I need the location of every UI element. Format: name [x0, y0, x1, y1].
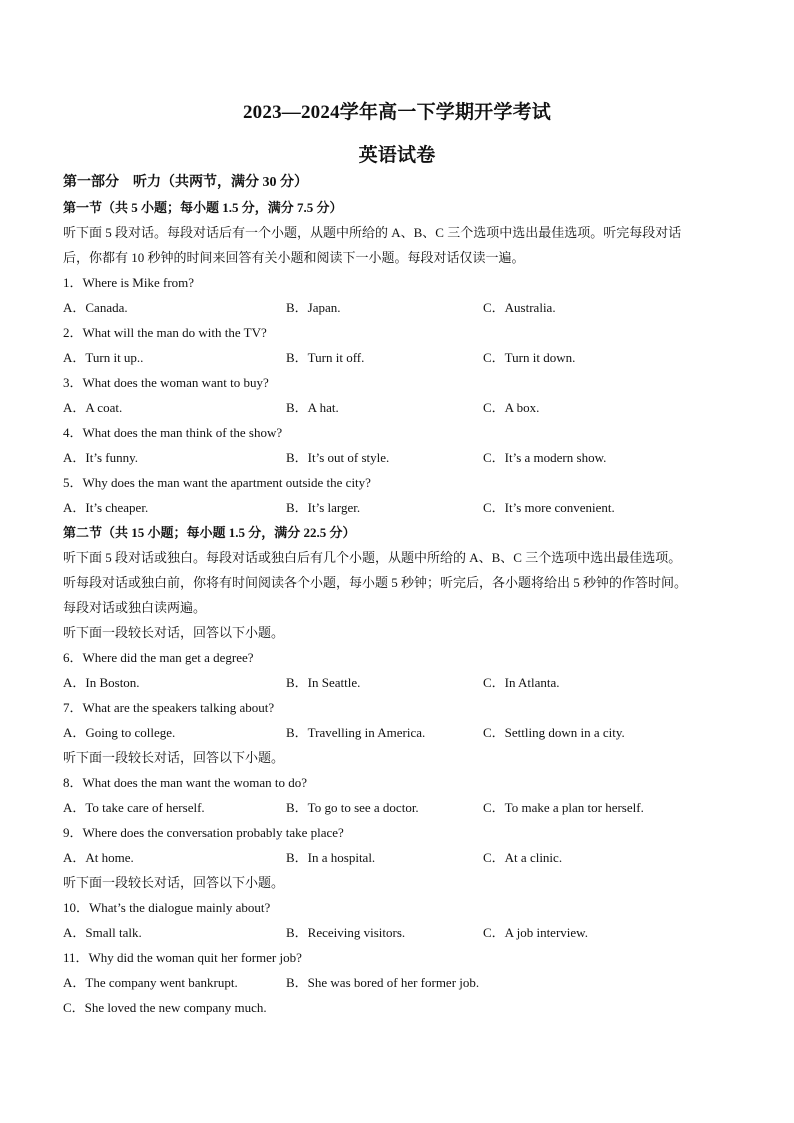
option-c: C．Turn it down. — [483, 350, 576, 365]
question-10-options — [63, 920, 743, 945]
option-a: A．Canada. — [63, 300, 128, 315]
option-a: A．At home. — [63, 850, 134, 865]
option-a: A．Small talk. — [63, 925, 142, 940]
question-7: 7．What are the speakers talking about? — [63, 700, 275, 715]
option-a: A．A coat. — [63, 400, 123, 415]
question-4-options — [63, 445, 743, 470]
option-b: B．Turn it off. — [286, 350, 365, 365]
exam-content — [63, 170, 743, 1020]
section2-heading: 第二节（共 15 小题；每小题 1.5 分，满分 22.5 分） — [63, 525, 356, 540]
option-c: C．A box. — [483, 400, 540, 415]
question-10: 10．What’s the dialogue mainly about? — [63, 900, 271, 915]
question-7-options — [63, 720, 743, 745]
option-a: A．In Boston. — [63, 675, 140, 690]
section2-instruction-line1: 听下面 5 段对话或独白。每段对话或独白后有几个小题，从题中所给的 A、B、C 三个选项中选出最佳选项。 — [63, 550, 682, 565]
exam-title: 2023—2024学年高一下学期开学考试 — [242, 102, 551, 123]
question-5: 5．Why does the man want the apartment outside the city? — [63, 475, 371, 490]
option-b: B．To go to see a doctor. — [286, 800, 419, 815]
question-8-options — [63, 795, 743, 820]
option-a: A．To take care of herself. — [63, 800, 205, 815]
question-1-options — [63, 295, 743, 320]
option-b: B．Receiving visitors. — [286, 925, 406, 940]
option-b: B．Japan. — [286, 300, 341, 315]
question-9-options — [63, 845, 743, 870]
question-2-options — [63, 345, 743, 370]
question-5-options — [63, 495, 743, 520]
question-9: 9．Where does the conversation probably take place? — [63, 825, 344, 840]
option-c: C．Settling down in a city. — [483, 725, 625, 740]
option-a: A．The company went bankrupt. — [63, 975, 238, 990]
part1-heading: 第一部分 听力（共两节，满分 30 分） — [63, 175, 308, 190]
dialog-note: 听下面一段较长对话，回答以下小题。 — [63, 625, 285, 640]
section2-instruction-line3: 每段对话或独白读两遍。 — [63, 600, 207, 615]
option-c: C．A job interview. — [483, 925, 588, 940]
option-a: A．Turn it up.. — [63, 350, 144, 365]
option-c: C．It’s a modern show. — [483, 450, 607, 465]
option-b: B．She was bored of her former job. — [286, 975, 480, 990]
option-c: C．In Atlanta. — [483, 675, 560, 690]
question-6-options — [63, 670, 743, 695]
section2-instruction-line2: 听每段对话或独白前，你将有时间阅读各个小题，每小题 5 秒钟；听完后，各小题将给出 5 秒钟的作答时间。 — [63, 575, 688, 590]
option-b: B．A hat. — [286, 400, 339, 415]
option-a: A．It’s funny. — [63, 450, 138, 465]
exam-subtitle: 英语试卷 — [358, 145, 436, 166]
dialog-note: 听下面一段较长对话，回答以下小题。 — [63, 875, 285, 890]
option-c: C．To make a plan tor herself. — [483, 800, 644, 815]
question-4: 4．What does the man think of the show? — [63, 425, 283, 440]
question-3-options — [63, 395, 743, 420]
question-11: 11．Why did the woman quit her former job? — [63, 950, 302, 965]
question-2: 2．What will the man do with the TV? — [63, 325, 267, 340]
option-b: B．In Seattle. — [286, 675, 361, 690]
section1-heading: 第一节（共 5 小题；每小题 1.5 分，满分 7.5 分） — [63, 200, 343, 215]
option-c: C．At a clinic. — [483, 850, 563, 865]
question-1: 1．Where is Mike from? — [63, 275, 195, 290]
option-b: B．It’s larger. — [286, 500, 361, 515]
question-6: 6．Where did the man get a degree? — [63, 650, 254, 665]
option-a: A．Going to college. — [63, 725, 176, 740]
question-11-options-ab — [63, 970, 743, 995]
option-b: B．It’s out of style. — [286, 450, 390, 465]
section1-instruction-line1: 听下面 5 段对话。每段对话后有一个小题，从题中所给的 A、B、C 三个选项中选出最佳选项。听完每段对话 — [63, 225, 682, 240]
option-c: C．It’s more convenient. — [483, 500, 615, 515]
question-3: 3．What does the woman want to buy? — [63, 375, 269, 390]
option-c: C．She loved the new company much. — [63, 1000, 267, 1015]
option-b: B．In a hospital. — [286, 850, 376, 865]
option-b: B．Travelling in America. — [286, 725, 426, 740]
question-8: 8．What does the man want the woman to do? — [63, 775, 308, 790]
dialog-note: 听下面一段较长对话，回答以下小题。 — [63, 750, 285, 765]
section1-instruction-line2: 后，你都有 10 秒钟的时间来回答有关小题和阅读下一小题。每段对话仅读一遍。 — [63, 250, 525, 265]
option-c: C．Australia. — [483, 300, 556, 315]
option-a: A．It’s cheaper. — [63, 500, 149, 515]
